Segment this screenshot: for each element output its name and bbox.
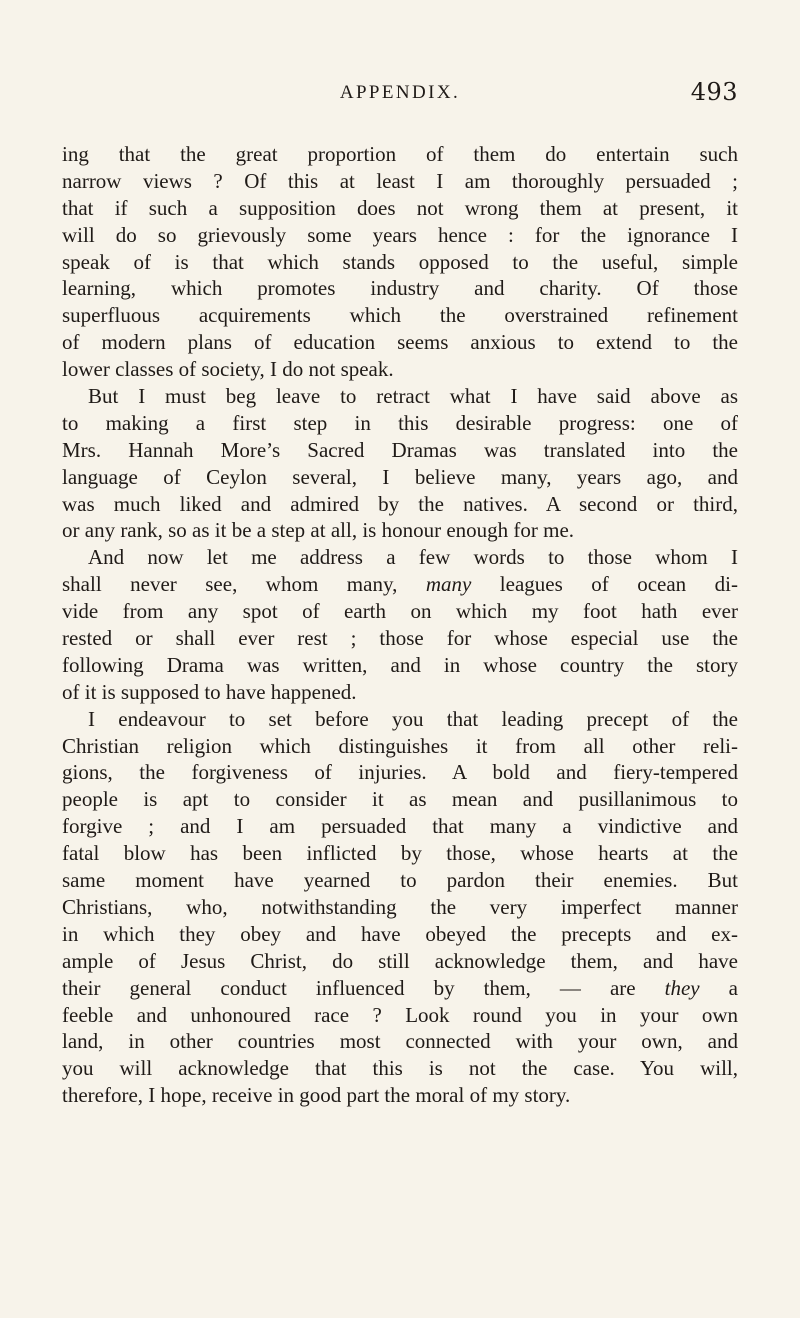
text-line: But I must beg leave to retract what I have said above as bbox=[88, 384, 738, 409]
text-line: And now let me address a few words to those whom I bbox=[88, 545, 738, 570]
text-line: you will acknowledge that this is not the case. You will, bbox=[62, 1056, 738, 1081]
text-line: was much liked and admired by the natives. A second or third, bbox=[62, 491, 738, 516]
body-text bbox=[62, 141, 738, 1109]
text-line: Mrs. Hannah More’s Sacred Dramas was translated into the bbox=[62, 437, 738, 462]
page-header bbox=[62, 78, 738, 118]
text-line: vide from any spot of earth on which my foot hath ever bbox=[62, 599, 738, 624]
text-line bbox=[62, 975, 738, 1002]
page-number: 493 bbox=[690, 78, 738, 106]
text-line: forgive ; and I am persuaded that many a vindictive and bbox=[62, 814, 738, 839]
text-line: of it is supposed to have happened. bbox=[62, 679, 357, 704]
text-line: gions, the forgiveness of injuries. A bold and fiery-tempered bbox=[62, 760, 738, 785]
text-line: to making a first step in this desirable progress: one of bbox=[62, 410, 738, 435]
text-line: Christian religion which distinguishes it from all other reli- bbox=[62, 733, 738, 758]
text-segment: leagues of ocean di- bbox=[471, 572, 738, 597]
text-line: fatal blow has been inflicted by those, whose hearts at the bbox=[62, 841, 738, 866]
italic-word: they bbox=[664, 975, 700, 1000]
text-line: narrow views ? Of this at least I am thoroughly persuaded ; bbox=[62, 168, 738, 193]
text-line: following Drama was written, and in whose country the story bbox=[62, 652, 738, 677]
text-line: ing that the great proportion of them do entertain such bbox=[62, 142, 738, 166]
text-line: or any rank, so as it be a step at all, is honour enough for me. bbox=[62, 518, 575, 543]
text-line bbox=[62, 571, 738, 598]
text-line: language of Ceylon several, I believe many, years ago, and bbox=[62, 464, 738, 489]
text-line: same moment have yearned to pardon their enemies. But bbox=[62, 868, 738, 893]
text-line: will do so grievously some years hence : for the ignorance I bbox=[62, 222, 738, 247]
text-line: of modern plans of education seems anxious to extend to the bbox=[62, 330, 738, 355]
text-line: therefore, I hope, receive in good part the moral of my story. bbox=[62, 1083, 571, 1108]
text-line: people is apt to consider it as mean and pusillanimous to bbox=[62, 787, 738, 812]
running-head: APPENDIX. bbox=[339, 82, 461, 103]
italic-word: many bbox=[425, 572, 472, 597]
text-line: Christians, who, notwithstanding the very imperfect manner bbox=[62, 894, 738, 919]
text-line: feeble and unhonoured race ? Look round you in your own bbox=[62, 1002, 738, 1027]
text-line: land, in other countries most connected with your own, and bbox=[62, 1029, 738, 1054]
text-line: I endeavour to set before you that leading precept of the bbox=[88, 706, 738, 731]
text-line: superfluous acquirements which the overstrained refinement bbox=[62, 303, 738, 328]
text-segment: a bbox=[699, 975, 738, 1000]
text-segment: shall never see, whom many, bbox=[62, 572, 426, 597]
text-line: learning, which promotes industry and charity. Of those bbox=[62, 276, 738, 301]
text-line: lower classes of society, I do not speak. bbox=[62, 357, 394, 382]
text-line: rested or shall ever rest ; those for whose especial use the bbox=[62, 626, 738, 651]
text-line: that if such a supposition does not wrong them at present, it bbox=[62, 195, 738, 220]
text-line: in which they obey and have obeyed the precepts and ex- bbox=[62, 921, 738, 946]
text-line: ample of Jesus Christ, do still acknowledge them, and have bbox=[62, 948, 738, 973]
text-segment: their general conduct influenced by them, — are bbox=[62, 975, 665, 1000]
text-line: speak of is that which stands opposed to the useful, simple bbox=[62, 249, 738, 274]
